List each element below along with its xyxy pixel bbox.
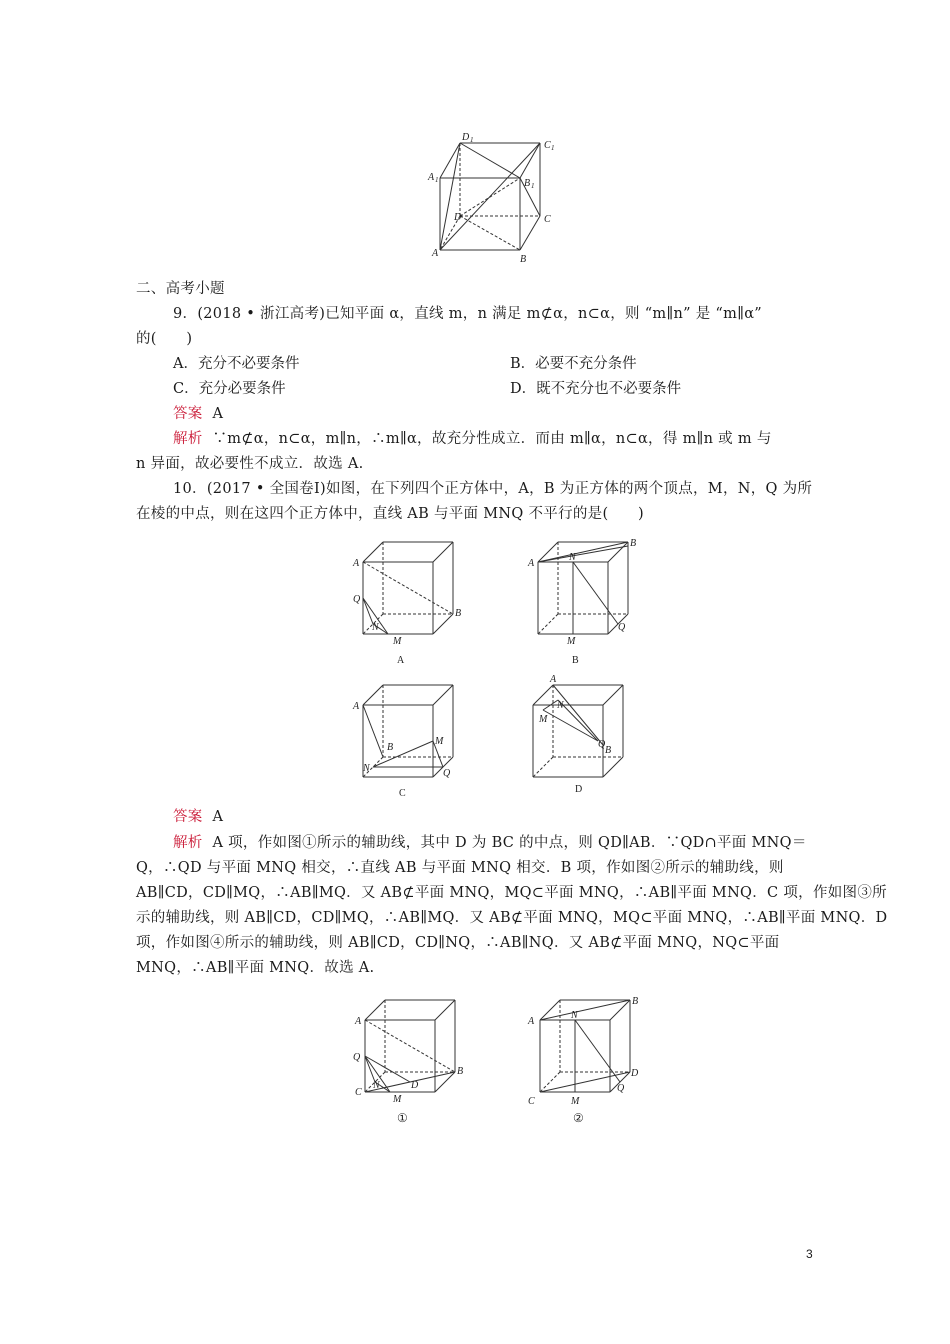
- q9-stem-2: 的( ): [136, 331, 193, 347]
- cube-figure-top: [420, 128, 570, 268]
- q9-option-a: A．充分不必要条件: [173, 356, 300, 372]
- svg-text:M: M: [571, 1096, 580, 1107]
- svg-text:N: N: [372, 622, 379, 633]
- svg-text:Q: Q: [618, 622, 626, 633]
- q9-answer: 答案 A: [173, 406, 224, 422]
- svg-text:N: N: [569, 552, 576, 563]
- svg-text:B: B: [520, 254, 527, 265]
- svg-text:Q: Q: [353, 1052, 361, 1063]
- svg-text:D: D: [411, 1080, 419, 1091]
- svg-text:B: B: [387, 742, 394, 753]
- q10-analysis-5: 项，作如图④所示的辅助线，则 AB∥CD，CD∥NQ，∴AB∥NQ．又 AB⊄平面 MNQ，NQ⊂平面: [136, 935, 780, 951]
- svg-text:B: B: [605, 745, 612, 756]
- svg-text:A: A: [432, 248, 439, 259]
- svg-text:A: A: [550, 674, 557, 685]
- page-number: 3: [806, 1247, 813, 1261]
- cube-option-d: [533, 674, 623, 795]
- svg-text:②: ②: [573, 1111, 584, 1125]
- svg-text:C: C: [399, 788, 406, 799]
- svg-text:B: B: [457, 1066, 464, 1077]
- svg-text:B: B: [455, 608, 462, 619]
- q10-answer: 答案 A: [173, 809, 224, 825]
- svg-text:M: M: [393, 1094, 402, 1105]
- svg-text:A: A: [428, 172, 435, 183]
- svg-text:M: M: [393, 636, 402, 647]
- svg-text:M: M: [435, 736, 444, 747]
- q10-analysis-6: MNQ，∴AB∥平面 MNQ．故选 A.: [136, 960, 375, 976]
- svg-text:B: B: [630, 538, 637, 549]
- section-title: 二、高考小题: [136, 281, 225, 297]
- svg-text:D: D: [575, 784, 583, 795]
- svg-text:D: D: [631, 1068, 639, 1079]
- svg-text:N: N: [363, 763, 370, 774]
- svg-text:1: 1: [435, 176, 439, 184]
- svg-text:Q: Q: [443, 768, 451, 779]
- svg-text:N: N: [571, 1010, 578, 1021]
- svg-text:A: A: [528, 558, 535, 569]
- svg-text:C: C: [544, 214, 551, 225]
- svg-text:A: A: [353, 558, 360, 569]
- svg-text:N: N: [373, 1080, 380, 1091]
- q9-analysis-2: n 异面，故必要性不成立．故选 A.: [136, 456, 364, 472]
- svg-text:1: 1: [551, 144, 555, 152]
- cube-options-figure: [343, 530, 643, 802]
- svg-text:A: A: [528, 1016, 535, 1027]
- svg-text:B: B: [524, 178, 531, 189]
- svg-text:M: M: [567, 636, 576, 647]
- svg-text:B: B: [632, 996, 639, 1007]
- svg-text:C: C: [528, 1096, 535, 1107]
- q10-analysis-4: 示的辅助线，则 AB∥CD，CD∥MQ，∴AB∥MQ．又 AB⊄平面 MNQ，MQ⊂平面 MNQ，∴AB∥平面 MNQ．D: [136, 910, 888, 926]
- cube-option-c: [352, 685, 453, 799]
- svg-text:Q: Q: [353, 594, 361, 605]
- cube-option-a: [352, 542, 461, 666]
- svg-text:B: B: [572, 655, 579, 666]
- auxiliary-figures: [345, 988, 645, 1128]
- q10-stem-1: 10．(2017 • 全国卷Ⅰ)如图，在下列四个正方体中，A，B 为正方体的两个顶点，M，N，Q 为所: [173, 481, 813, 497]
- svg-text:A: A: [397, 655, 405, 666]
- svg-text:D: D: [454, 212, 462, 223]
- q9-option-b: B．必要不充分条件: [510, 356, 637, 372]
- svg-text:M: M: [539, 714, 548, 725]
- svg-text:A: A: [355, 1016, 362, 1027]
- svg-text:N: N: [557, 700, 564, 711]
- svg-text:1: 1: [470, 136, 474, 144]
- svg-text:A: A: [353, 701, 360, 712]
- q10-analysis-1: 解析 A 项，作如图①所示的辅助线，其中 D 为 BC 的中点，则 QD∥AB．∵QD∩平面 MNQ＝: [173, 835, 807, 851]
- cube-option-b: [527, 538, 636, 666]
- q10-analysis-3: AB∥CD，CD∥MQ，∴AB∥MQ．又 AB⊄平面 MNQ，MQ⊂平面 MNQ，∴AB∥平面 MNQ．C 项，作如图③所: [136, 885, 887, 901]
- q9-option-d: D．既不充分也不必要条件: [510, 381, 682, 397]
- vertex-label-d1: D: [462, 132, 470, 143]
- aux-figure-1: [353, 1000, 463, 1125]
- svg-text:Q: Q: [598, 739, 606, 750]
- svg-text:C: C: [544, 140, 551, 151]
- q9-analysis-1: 解析 ∵m⊄α，n⊂α，m∥n，∴m∥α，故充分性成立．而由 m∥α，n⊂α，得 m∥n 或 m 与: [173, 431, 772, 447]
- q10-analysis-2: Q，∴QD 与平面 MNQ 相交，∴直线 AB 与平面 MNQ 相交．B 项，作如图②所示的辅助线，则: [136, 860, 784, 876]
- q10-stem-2: 在棱的中点，则在这四个正方体中，直线 AB 与平面 MNQ 不平行的是( ): [136, 506, 644, 522]
- aux-figure-2: [527, 996, 639, 1125]
- q9-stem-1: 9．(2018 • 浙江高考)已知平面 α，直线 m，n 满足 m⊄α，n⊂α，则 “m∥n” 是 “m∥α”: [173, 306, 762, 322]
- svg-text:C: C: [355, 1087, 362, 1098]
- svg-text:①: ①: [397, 1111, 408, 1125]
- q9-option-c: C．充分必要条件: [173, 381, 286, 397]
- svg-text:Q: Q: [617, 1083, 625, 1094]
- svg-text:1: 1: [531, 182, 535, 190]
